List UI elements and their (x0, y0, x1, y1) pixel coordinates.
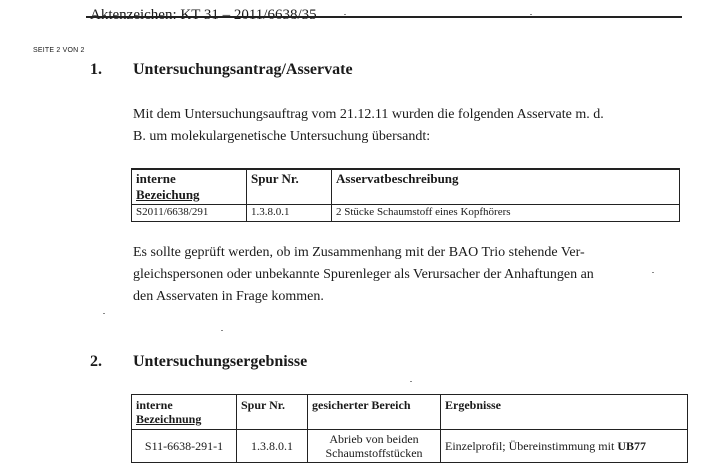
cell-spur: 1.3.8.0.1 (237, 430, 308, 463)
cell-bezeichnung: S11-6638-291-1 (132, 430, 237, 463)
intro-line-1: Mit dem Untersuchungsauftrag vom 21.12.11 wurden die folgenden Asservate m. d. (133, 107, 604, 122)
cell-spur: 1.3.8.0.1 (247, 205, 332, 222)
header-asservatbeschreibung: Asservatbeschreibung (332, 169, 680, 205)
results-table (131, 394, 688, 463)
file-reference: Aktenzeichen: KT 31 – 2011/6638/35 (90, 7, 317, 23)
cell-ergebnis: Einzelprofil; Übereinstimmung mit UB77 (441, 430, 688, 463)
section-1-outro (133, 242, 678, 308)
intro-line-2: B. um molekulargenetische Untersuchung übersandt: (133, 129, 431, 144)
outro-line-1: Es sollte geprüft werden, ob im Zusammenhang mit der BAO Trio stehende Ver- (133, 245, 585, 260)
scan-speck (221, 330, 223, 331)
table-row (132, 205, 680, 222)
section-2-number: 2. (90, 353, 102, 370)
cell-bereich: Abrieb von beiden Schaumstoffstücken (308, 430, 441, 463)
scan-speck (410, 381, 412, 382)
header-spur-nr: Spur Nr. (247, 169, 332, 205)
outro-line-3: den Asservaten in Frage kommen. (133, 289, 324, 304)
table-header-row (132, 395, 688, 430)
table-row (132, 430, 688, 463)
cell-bezeichnung: S2011/6638/291 (132, 205, 247, 222)
scan-speck (652, 272, 654, 273)
section-1-number: 1. (90, 61, 102, 78)
section-1-intro (133, 104, 678, 148)
header-ergebnisse: Ergebnisse (441, 395, 688, 430)
table-header-row (132, 169, 680, 205)
scan-speck (344, 14, 346, 15)
outro-line-2: gleichspersonen oder unbekannte Spurenleger als Verursacher der Anhaftungen an (133, 267, 594, 282)
header-spur-nr: Spur Nr. (237, 395, 308, 430)
cell-beschreibung: 2 Stücke Schaumstoff eines Kopfhörers (332, 205, 680, 222)
header-interne-bezeichnung: interne Bezeichnung (132, 395, 237, 430)
header-interne-bezeichnung: interne Bezeichung (132, 169, 247, 205)
section-2-title: Untersuchungsergebnisse (133, 353, 308, 370)
header-gesicherter-bereich: gesicherter Bereich (308, 395, 441, 430)
scan-speck (530, 14, 532, 15)
asservate-table (131, 168, 680, 222)
header-divider (86, 16, 682, 18)
section-1-title: Untersuchungsantrag/Asservate (133, 61, 353, 78)
scan-speck (103, 313, 105, 314)
page-indicator: SEITE 2 VON 2 (33, 47, 85, 54)
